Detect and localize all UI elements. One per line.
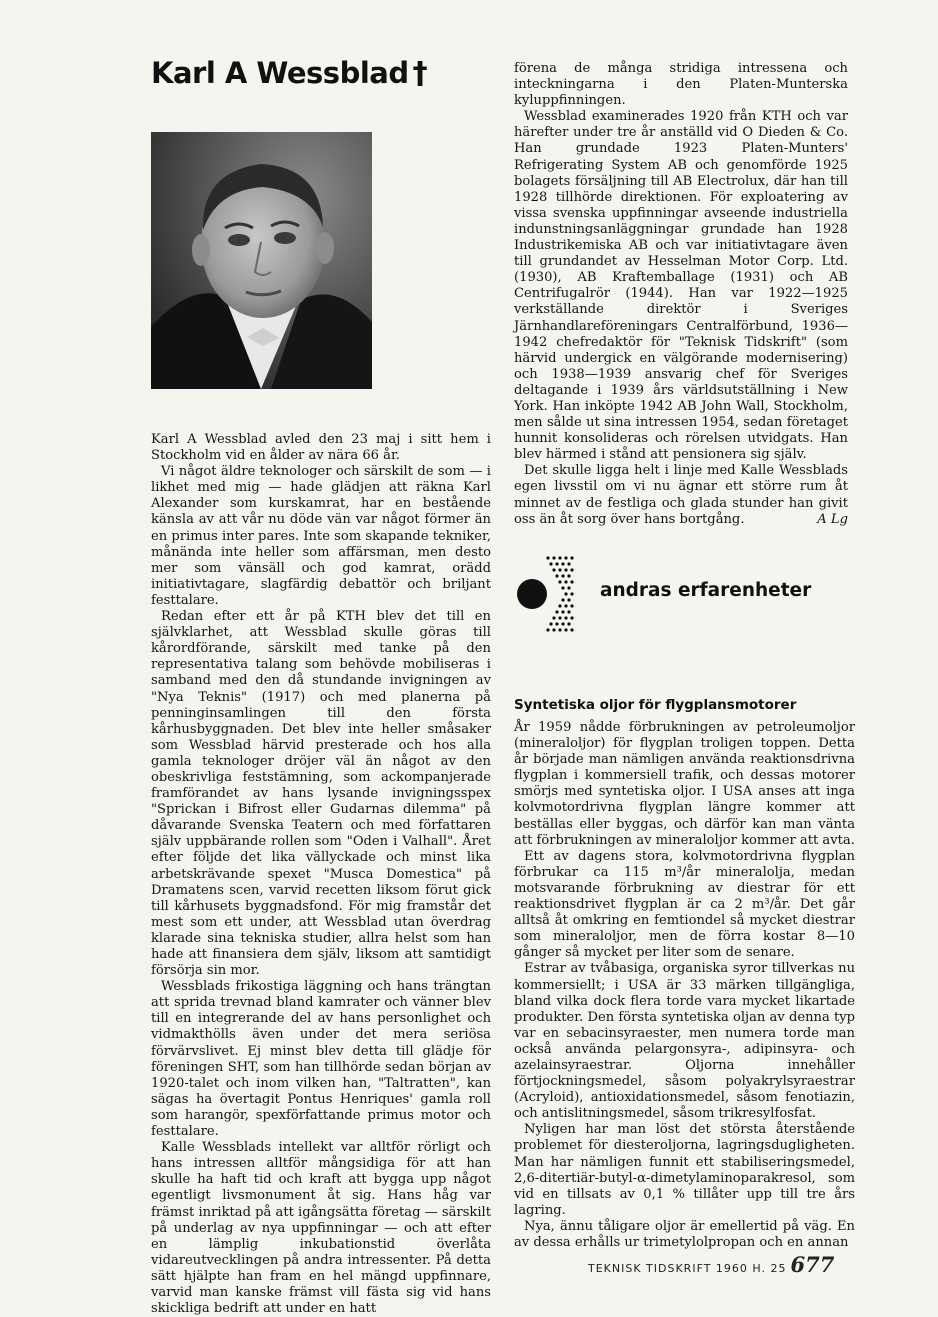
obituary-closing-text: Det skulle ligga helt i linje med Kalle Wessblads egen livsstil om vi nu ägnar ett större rum åt minnet av de festliga och glada stunder han givit oss än åt sorg över hans bortgång. (514, 463, 848, 527)
page-footer (588, 1252, 834, 1277)
obituary-continuation-column (514, 61, 848, 528)
section-title: andras erfarenheter (600, 580, 812, 601)
article-text-column (514, 720, 855, 1251)
portrait-photo (151, 132, 372, 389)
dagger-symbol: † (412, 56, 428, 91)
section-dots-logo-icon (514, 554, 584, 634)
journal-issue: TEKNISK TIDSKRIFT 1960 H. 25 (588, 1262, 787, 1275)
obituary-paragraph (514, 463, 848, 527)
portrait-illustration (151, 132, 372, 389)
article-paragraph: Ett av dagens stora, kolvmotordrivna flygplan förbrukar ca 115 m³/år mineralolja, medan motsvarande förbrukning av diestrar för ett reaktionsdrivet flygplan är ca 2 m³/år. Det går alltså åt omkring en femtiondel så mycket diestrar som mineraloljor, men de förra kostar 8—10 gånger så mycket per liter som de senare. (514, 848, 855, 961)
article-paragraph: Estrar av tvåbasiga, organiska syror tillverkas nu kommersiellt; i USA är 33 märken tillgängliga, bland vilka dock flera torde vara mycket likartade produkter. Den första syntetiska oljan av denna typ var en sebacinsyraester, men numera torde man också använda pelargonsyra-, adipinsyra- och azelainsyraestrar. Oljorna innehåller förtjockningsmedel, såsom polyakrylsyraestrar (Acryloid), antioxidationsmedel, såsom fenotiazin, och antislitningsmedel, såsom trikresylfosfat. (514, 961, 855, 1122)
obituary-text-column (151, 432, 491, 1317)
obituary-paragraph: Vi något äldre teknologer och särskilt de som — i likhet med mig — hade glädjen att räkna Karl Alexander som kurskamrat, har en bestående känsla av att vår nu döde vän var något förmer än en primus inter pares. Inte som skapande tekniker, månända inte heller som affärsman, men desto mer som vänsäll och god kamrat, orädd initiativtagare, slagfärdig debattör och briljant festtalare. (151, 464, 491, 608)
obituary-paragraph: Karl A Wessblad avled den 23 maj i sitt hem i Stockholm vid en ålder av nära 66 år. (151, 432, 491, 464)
obituary-paragraph: Redan efter ett år på KTH blev det till en självklarhet, att Wessblad skulle göras till kårordförande, särskilt med tanke på den representativa talang som behövde mobiliseras i samband med den då stundande invigningen av "Nya Teknis" (1917) och med planerna på penninginsamlingen till den första kårhusbyggnaden. Det blev inte heller småsaker som Wessblad härvid presterade och hos alla gamla teknologer dröjer väl än något av den obeskrivliga feststämning, som ackompanjerade framförandet av hans lysande invigningsspex "Sprickan i Bifrost eller Gudarnas dilemma" på dåvarande Svenska Teatern och med författaren själv uppbärande rollen som "Oden i Valhall". Året efter följde det lika vällyckade och minst lika arbetskrävande spexet "Musca Domestica" på Dramatens scen, varvid recetten liksom förut gick till kårhusets byggnadsfond. För mig framstår det mest som ett under, att Wessblad utan överdrag klarade sina tekniska studier, allra helst som han hade att finansiera dem själv, liksom att samtidigt försörja sin mor. (151, 609, 491, 979)
article-title: Syntetiska oljor för flygplansmotorer (514, 697, 797, 713)
author-signature: A Lg (817, 511, 848, 527)
obituary-paragraph: Wessblads frikostiga läggning och hans trängtan att sprida trevnad bland kamrater och vänner blev till en integrerande del av hans personlighet och vidmakthölls även under det mera seriösa förvärvslivet. Ej minst blev detta till glädje för föreningen SHT, som han tillhörde sedan början av 1920-talet och inom vilken han, "Taltratten", kan sägas ha övertagit Pontus Henriques' gamla roll som harangör, spexförfattande primus motor och festtalare. (151, 979, 491, 1140)
obituary-paragraph: Wessblad examinerades 1920 från KTH och var härefter under tre år anställd vid O Dieden & Co. Han grundade 1923 Platen-Munters' Refrigerating System AB och genomförde 1925 bolagets försäljning till AB Electrolux, där han till 1928 tillhörde direktionen. För exploatering av vissa svenska uppfinningar avseende industriella indunstningsanläggningar grundade han 1928 Industrikemiska AB och var initiativtagare även till grundandet av Hesselman Motor Corp. Ltd. (1930), AB Kraftemballage (1931) och AB Centrifugalrör (1944). Han var 1922—1925 verkställande direktör i Sveriges Järnhandlareföreningars Centralförbund, 1936—1942 chefredaktör för "Teknisk Tidskrift" (som härvid undergick en välgörande modernisering) och 1938—1939 ansvarig chef för Sveriges deltagande i 1939 års världsutställning i New York. Han inköpte 1942 AB John Wall, Stockholm, men sålde ut sina intressen 1954, sedan företaget hunnit konsolideras och rörelsen utvidgats. Han blev härmed i stånd att pensionera sig själv. (514, 109, 848, 463)
obituary-title (151, 56, 427, 91)
obituary-paragraph: förena de många stridiga intressena och inteckningarna i den Platen-Munterska kyluppfinningen. (514, 61, 848, 109)
obituary-paragraph: Kalle Wessblads intellekt var alltför rörligt och hans intressen alltför mångsidiga för att han skulle ha haft tid och kraft att bygga upp något egentligt livsmonument åt sig. Hans håg var främst inriktad på att igångsätta företag — särskilt på underlag av nya uppfinningar — och att efter en lämplig inkubationstid överlåta vidareutvecklingen på andra intressenter. På detta sätt hjälpte han fram en hel mängd uppfinnare, varvid man kanske främst vill fästa sig vid hans skickliga bedrift att under en hatt (151, 1140, 491, 1317)
article-paragraph: Nya, ännu tåligare oljor är emellertid på väg. En av dessa erhålls ur trimetylolpropan och en annan (514, 1218, 855, 1250)
article-paragraph: År 1959 nådde förbrukningen av petroleumoljor (mineraloljor) för flygplan troligen toppen. Detta år började man nämligen använda reaktionsdrivna flygplan i kommersiell trafik, och dessas motorer smörjs med syntetiska oljor. I USA anses att inga kolvmotordrivna flygplan längre kommer att beställas eller byggas, och därför kan man vänta att förbrukningen av mineraloljor kommer att avta. (514, 720, 855, 848)
article-paragraph: Nyligen har man löst det största återstående problemet för diesteroljorna, lagringsdugligheten. Man har nämligen funnit ett stabiliseringsmedel, 2,6-ditertiär-butyl-α-dimetylaminoparakresol, som vid en tillsats av 0,1 % tillåter upp till tre års lagring. (514, 1122, 855, 1218)
page-number: 677 (790, 1252, 835, 1277)
obituary-title-text: Karl A Wessblad (151, 56, 409, 90)
